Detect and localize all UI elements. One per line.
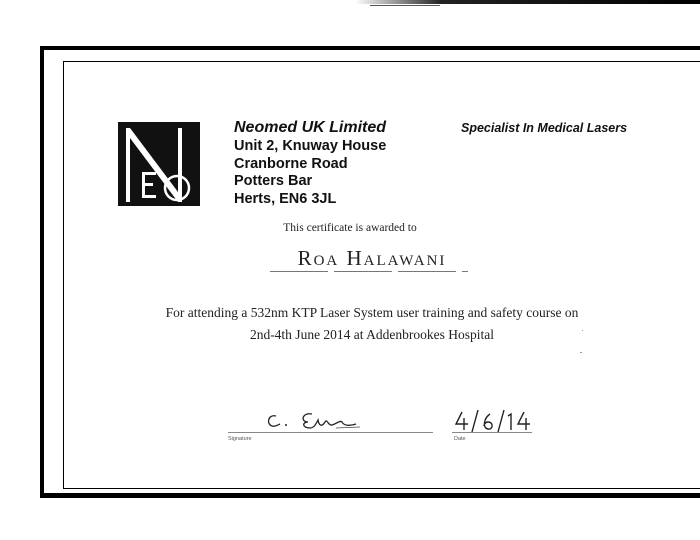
course-description xyxy=(0,302,700,346)
handwritten-date xyxy=(452,408,542,434)
scan-streak xyxy=(355,0,700,4)
address-line: Cranborne Road xyxy=(234,155,348,172)
address-line: Herts, EN6 3JL xyxy=(234,190,337,207)
signature-line xyxy=(228,432,433,433)
handwritten-signature xyxy=(262,406,372,432)
address-line: Unit 2, Knuway House xyxy=(234,138,387,154)
signature-label: Signature xyxy=(228,436,252,442)
company-address-block xyxy=(234,118,386,208)
date-line xyxy=(452,432,532,433)
company-tagline: Specialist In Medical Lasers xyxy=(461,121,628,135)
recipient-name: Roa Halawani xyxy=(297,246,447,270)
awarded-text: This certificate is awarded to xyxy=(283,222,417,234)
neomed-logo xyxy=(118,122,200,206)
company-name: Neomed UK Limited xyxy=(234,119,387,136)
scan-streak-line xyxy=(370,5,440,6)
scan-speck xyxy=(582,330,583,331)
date-label: Date xyxy=(454,436,466,442)
recipient-underline xyxy=(270,271,468,272)
address-line: Potters Bar xyxy=(234,173,313,189)
course-line: For attending a 532nm KTP Laser System user training and safety course on xyxy=(165,305,579,320)
course-dates-line: 2nd-4th June 2014 at Addenbrookes Hospital xyxy=(249,327,495,342)
scan-speck xyxy=(580,352,582,353)
